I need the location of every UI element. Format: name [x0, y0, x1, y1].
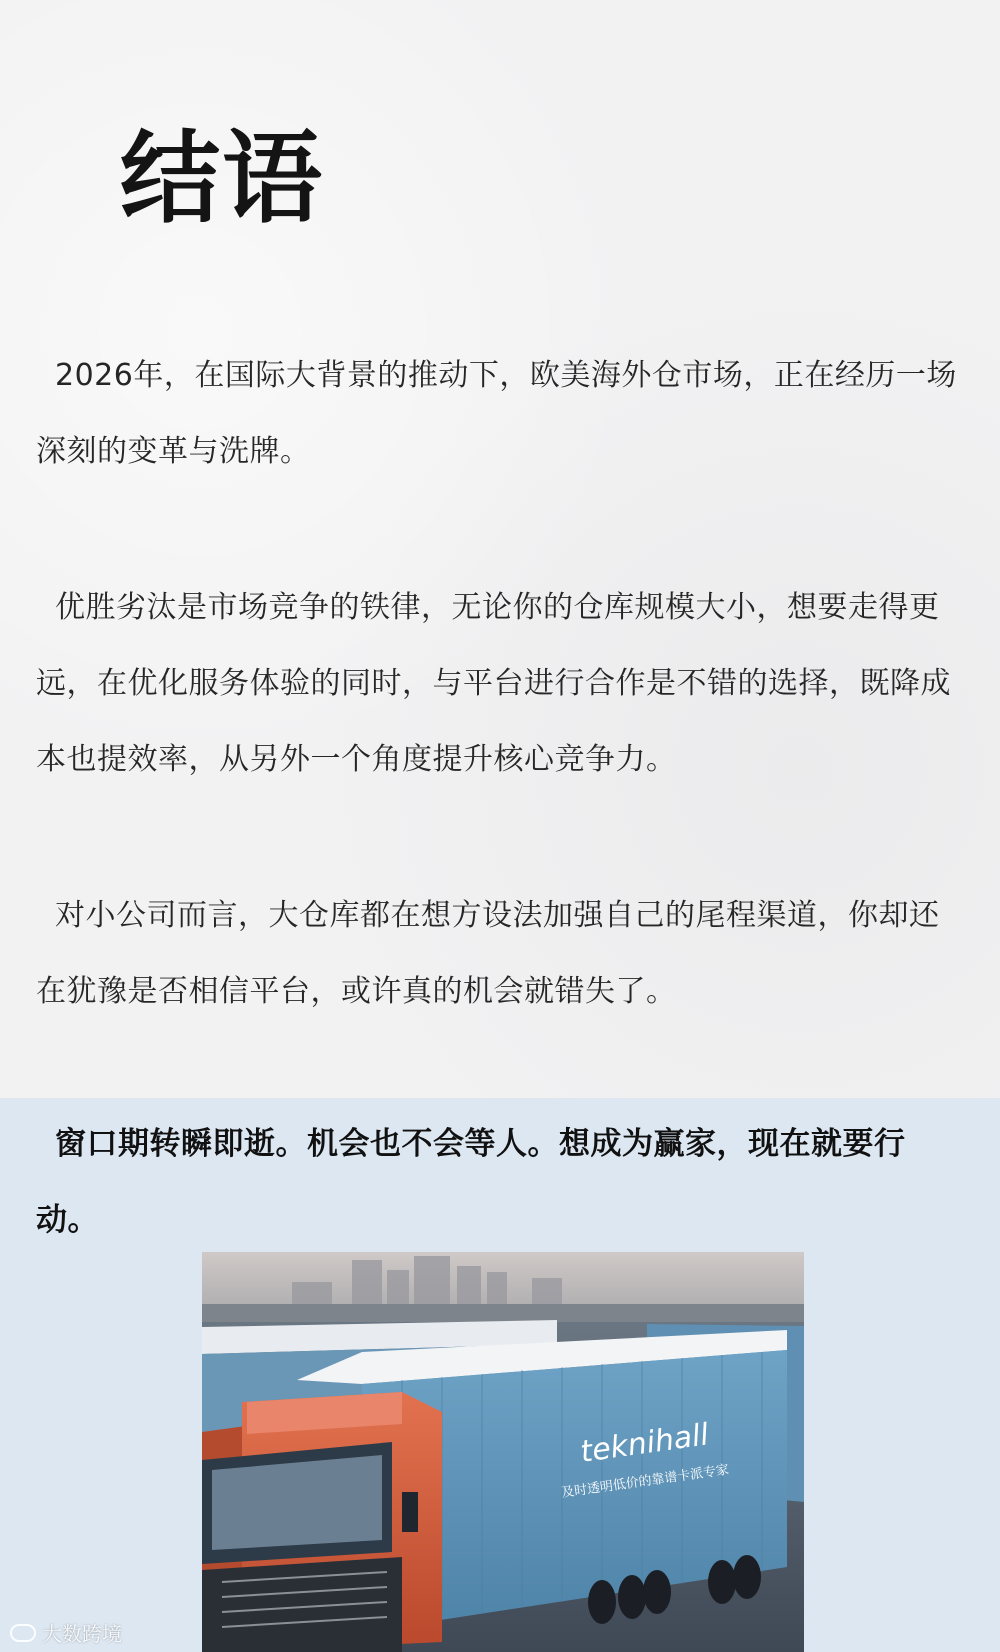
paragraph-2: 优胜劣汰是市场竞争的铁律，无论你的仓库规模大小，想要走得更远，在优化服务体验的同时，与平台进行合作是不错的选择，既降成本也提效率，从另外一个角度提升核心竞争力。 — [36, 590, 951, 777]
page-title: 结语 — [120, 119, 324, 237]
truck-illustration — [202, 1252, 804, 1652]
trailer-slogan: 及时透明低价的靠谱卡派专家 — [560, 1462, 730, 1501]
trailer-brand: teknihall — [578, 1417, 711, 1470]
watermark-text: 大数跨境 — [42, 1622, 122, 1646]
paragraph-1: 2026年，在国际大背景的推动下，欧美海外仓市场，正在经历一场深刻的变革与洗牌。 — [36, 358, 957, 469]
watermark — [10, 1618, 122, 1647]
closing-statement: 窗口期转瞬即逝。机会也不会等人。想成为赢家，现在就要行动。 — [36, 1126, 906, 1238]
watermark-logo-icon — [10, 1624, 36, 1642]
paragraph-3: 对小公司而言，大仓库都在想方设法加强自己的尾程渠道，你却还在犹豫是否相信平台，或许真的机会就错失了。 — [36, 898, 940, 1009]
truck-photo — [202, 1252, 804, 1652]
